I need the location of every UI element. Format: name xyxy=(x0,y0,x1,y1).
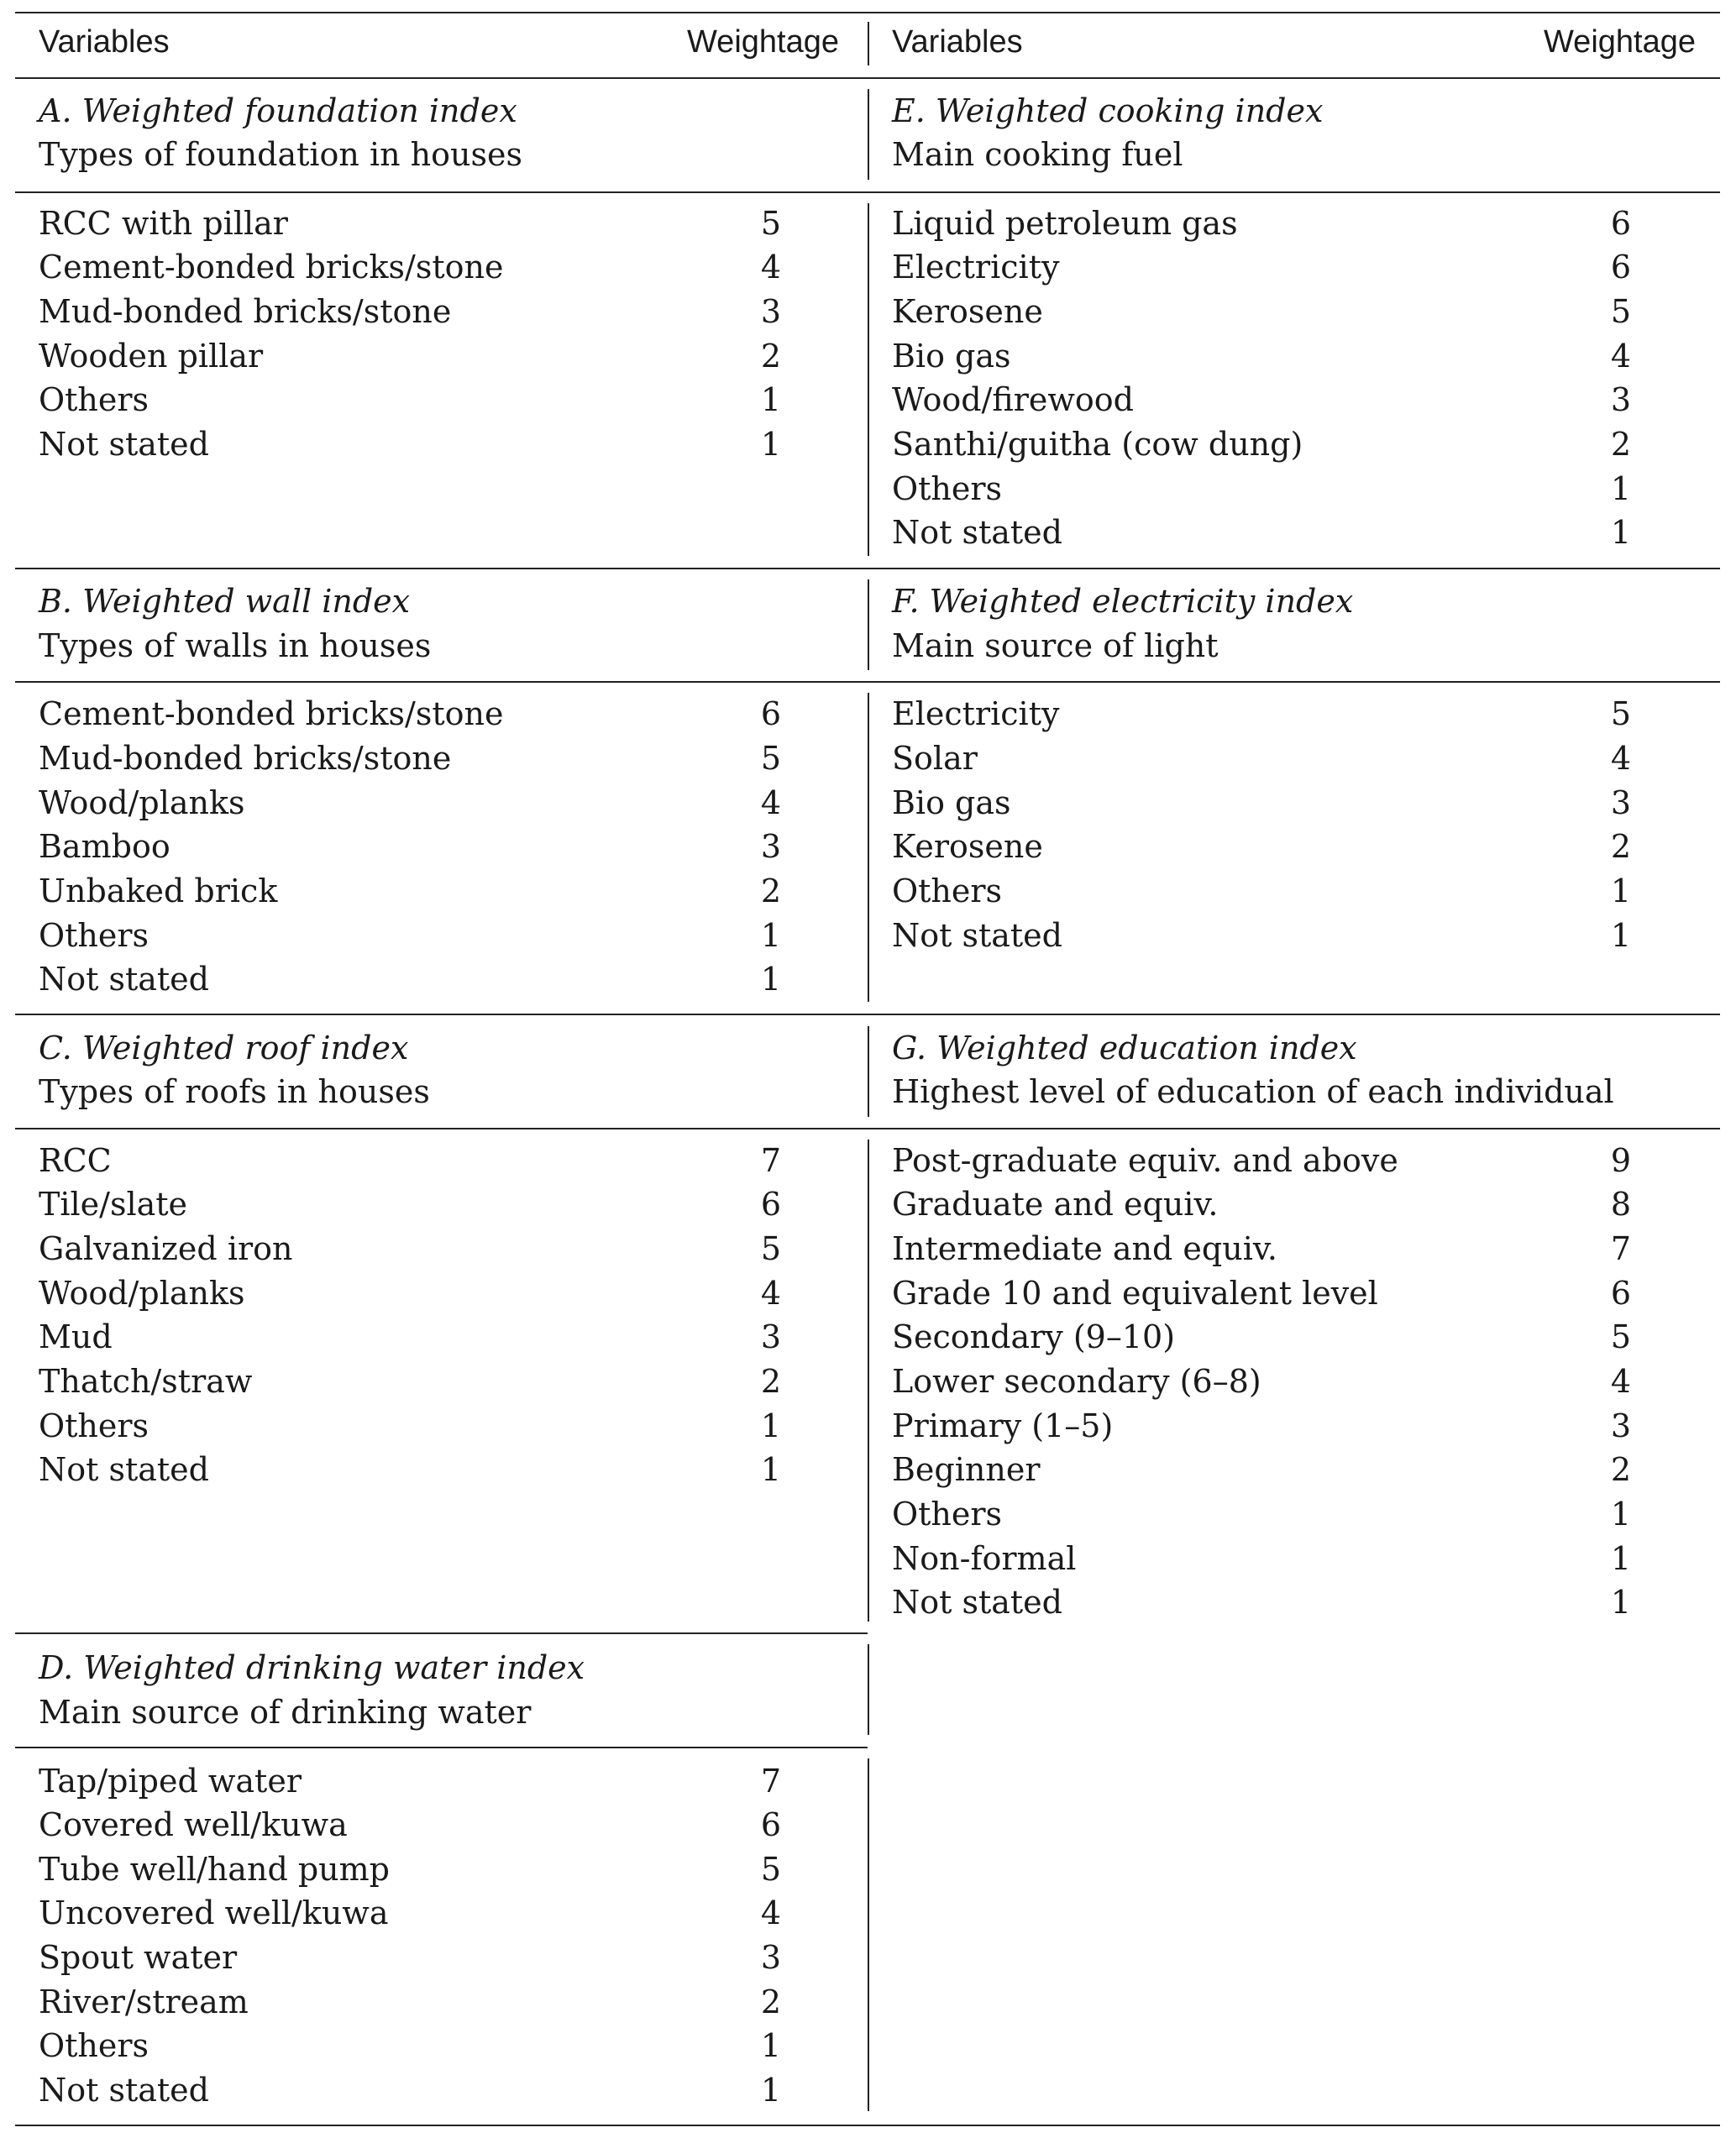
section-title: E. Weighted cooking index xyxy=(892,92,1324,129)
list-item-label: Not stated xyxy=(892,917,1062,954)
list-item-weight: 1 xyxy=(760,2027,781,2064)
list-item-label: Mud-bonded bricks/stone xyxy=(39,740,452,777)
list-item-weight: 4 xyxy=(760,784,781,821)
list-item-weight: 3 xyxy=(1610,784,1631,821)
list-item-label: Spout water xyxy=(39,1939,238,1976)
column-divider xyxy=(868,579,869,670)
list-item-weight: 1 xyxy=(1610,1584,1631,1621)
section-rule xyxy=(15,1128,1720,1129)
section-subtitle: Main source of light xyxy=(892,627,1219,664)
list-item-weight: 4 xyxy=(760,1275,781,1312)
list-item-weight: 6 xyxy=(1610,1275,1631,1312)
list-item-label: Others xyxy=(892,470,1003,507)
list-item-label: Not stated xyxy=(892,1584,1062,1621)
list-item-weight: 3 xyxy=(760,1939,781,1976)
list-item-label: Others xyxy=(39,381,149,418)
list-item-weight: 1 xyxy=(760,2072,781,2109)
list-item-label: Not stated xyxy=(39,1451,209,1488)
column-divider xyxy=(868,1026,869,1117)
list-item-weight: 8 xyxy=(1610,1186,1631,1223)
list-item-weight: 2 xyxy=(1610,426,1631,463)
list-item-weight: 5 xyxy=(760,1851,781,1888)
column-divider xyxy=(868,1758,869,2111)
list-item-weight: 3 xyxy=(760,1318,781,1355)
section-rule xyxy=(15,681,1720,683)
list-item-label: Not stated xyxy=(892,514,1062,551)
list-item-weight: 7 xyxy=(760,1763,781,1800)
list-item-weight: 1 xyxy=(1610,1496,1631,1533)
list-item-weight: 2 xyxy=(1610,828,1631,865)
list-item-label: Others xyxy=(39,1407,149,1444)
list-item-label: Electricity xyxy=(892,249,1060,286)
list-item-weight: 6 xyxy=(760,695,781,732)
top-rule xyxy=(15,12,1720,13)
list-item-label: Mud-bonded bricks/stone xyxy=(39,293,452,330)
list-item-label: Santhi/guitha (cow dung) xyxy=(892,426,1303,463)
list-item-weight: 5 xyxy=(1610,695,1631,732)
header-divider xyxy=(868,22,869,66)
header-weightage-left: Weightage xyxy=(687,24,839,60)
list-item-label: Secondary (9–10) xyxy=(892,1318,1176,1355)
list-item-weight: 3 xyxy=(760,293,781,330)
list-item-weight: 2 xyxy=(760,1363,781,1400)
list-item-weight: 1 xyxy=(760,917,781,954)
list-item-weight: 1 xyxy=(760,1407,781,1444)
list-item-label: Non-formal xyxy=(892,1540,1077,1577)
list-item-label: Tube well/hand pump xyxy=(39,1851,390,1888)
list-item-label: Post-graduate equiv. and above xyxy=(892,1142,1398,1179)
section-subtitle: Main cooking fuel xyxy=(892,136,1183,173)
list-item-weight: 1 xyxy=(1610,917,1631,954)
section-subtitle: Types of foundation in houses xyxy=(39,136,522,173)
list-item-label: Wooden pillar xyxy=(39,338,264,375)
list-item-weight: 5 xyxy=(760,205,781,242)
list-item-label: Mud xyxy=(39,1318,113,1355)
list-item-weight: 5 xyxy=(760,1230,781,1267)
list-item-label: Not stated xyxy=(39,961,209,998)
list-item-label: Tap/piped water xyxy=(39,1763,302,1800)
list-item-label: Not stated xyxy=(39,2072,209,2109)
list-item-weight: 1 xyxy=(1610,1540,1631,1577)
list-item-label: Kerosene xyxy=(892,293,1043,330)
list-item-label: Others xyxy=(892,1496,1003,1533)
section-subtitle: Types of walls in houses xyxy=(39,627,432,664)
section-subtitle: Types of roofs in houses xyxy=(39,1073,430,1110)
column-divider xyxy=(868,1140,869,1622)
list-item-weight: 5 xyxy=(760,740,781,777)
section-rule xyxy=(15,1014,1720,1015)
list-item-weight: 3 xyxy=(1610,1407,1631,1444)
list-item-weight: 9 xyxy=(1610,1142,1631,1179)
list-item-label: Wood/planks xyxy=(39,784,245,821)
list-item-weight: 6 xyxy=(760,1806,781,1843)
list-item-weight: 2 xyxy=(760,338,781,375)
list-item-label: Tile/slate xyxy=(39,1186,188,1223)
list-item-label: Primary (1–5) xyxy=(892,1407,1114,1444)
bottom-rule xyxy=(15,2125,1720,2126)
column-divider xyxy=(868,203,869,556)
list-item-label: Others xyxy=(39,2027,149,2064)
list-item-label: Wood/firewood xyxy=(892,381,1134,418)
list-item-label: Kerosene xyxy=(892,828,1043,865)
header-rule xyxy=(15,77,1720,79)
list-item-label: Cement-bonded bricks/stone xyxy=(39,695,504,732)
section-rule xyxy=(15,191,1720,193)
section-title: C. Weighted roof index xyxy=(39,1030,409,1066)
list-item-weight: 6 xyxy=(760,1186,781,1223)
section-rule xyxy=(15,1632,868,1634)
list-item-weight: 4 xyxy=(760,1894,781,1931)
column-divider xyxy=(868,1644,869,1735)
section-title: F. Weighted electricity index xyxy=(892,583,1354,620)
section-subtitle: Highest level of education of each individual xyxy=(892,1073,1614,1110)
list-item-weight: 1 xyxy=(760,961,781,998)
list-item-weight: 4 xyxy=(1610,740,1631,777)
header-variables-left: Variables xyxy=(39,24,170,60)
section-title: D. Weighted drinking water index xyxy=(39,1649,585,1686)
list-item-label: Others xyxy=(39,917,149,954)
list-item-label: RCC with pillar xyxy=(39,205,288,242)
list-item-weight: 1 xyxy=(760,1451,781,1488)
list-item-label: Liquid petroleum gas xyxy=(892,205,1238,242)
list-item-weight: 3 xyxy=(760,828,781,865)
list-item-label: Wood/planks xyxy=(39,1275,245,1312)
list-item-weight: 5 xyxy=(1610,1318,1631,1355)
section-subtitle: Main source of drinking water xyxy=(39,1694,532,1731)
list-item-weight: 2 xyxy=(760,1983,781,2020)
list-item-weight: 4 xyxy=(1610,1363,1631,1400)
list-item-weight: 1 xyxy=(760,381,781,418)
list-item-label: Bio gas xyxy=(892,338,1011,375)
header-variables-right: Variables xyxy=(892,24,1023,60)
list-item-weight: 6 xyxy=(1610,205,1631,242)
list-item-weight: 5 xyxy=(1610,293,1631,330)
list-item-weight: 7 xyxy=(1610,1230,1631,1267)
list-item-weight: 2 xyxy=(760,872,781,909)
list-item-label: Not stated xyxy=(39,426,209,463)
list-item-label: Electricity xyxy=(892,695,1060,732)
list-item-label: Uncovered well/kuwa xyxy=(39,1894,389,1931)
list-item-label: Bio gas xyxy=(892,784,1011,821)
list-item-label: Galvanized iron xyxy=(39,1230,293,1267)
list-item-weight: 4 xyxy=(1610,338,1631,375)
list-item-weight: 1 xyxy=(760,426,781,463)
list-item-label: Covered well/kuwa xyxy=(39,1806,348,1843)
column-divider xyxy=(868,693,869,1002)
list-item-label: Unbaked brick xyxy=(39,872,278,909)
list-item-label: Graduate and equiv. xyxy=(892,1186,1219,1223)
list-item-weight: 2 xyxy=(1610,1451,1631,1488)
section-rule xyxy=(15,568,1720,569)
list-item-label: Grade 10 and equivalent level xyxy=(892,1275,1378,1312)
list-item-label: Thatch/straw xyxy=(39,1363,253,1400)
list-item-weight: 1 xyxy=(1610,514,1631,551)
header-weightage-right: Weightage xyxy=(1544,24,1696,60)
list-item-label: Others xyxy=(892,872,1003,909)
list-item-label: Cement-bonded bricks/stone xyxy=(39,249,504,286)
section-title: G. Weighted education index xyxy=(892,1030,1357,1066)
section-title: B. Weighted wall index xyxy=(39,583,411,620)
list-item-label: Lower secondary (6–8) xyxy=(892,1363,1261,1400)
list-item-weight: 1 xyxy=(1610,470,1631,507)
list-item-label: River/stream xyxy=(39,1983,249,2020)
list-item-weight: 3 xyxy=(1610,381,1631,418)
list-item-label: Beginner xyxy=(892,1451,1041,1488)
section-title: A. Weighted foundation index xyxy=(39,92,517,129)
list-item-label: Solar xyxy=(892,740,978,777)
list-item-weight: 1 xyxy=(1610,872,1631,909)
column-divider xyxy=(868,89,869,180)
list-item-weight: 4 xyxy=(760,249,781,286)
list-item-label: Intermediate and equiv. xyxy=(892,1230,1277,1267)
list-item-weight: 6 xyxy=(1610,249,1631,286)
list-item-label: Bamboo xyxy=(39,828,170,865)
section-rule xyxy=(15,1747,868,1748)
list-item-weight: 7 xyxy=(760,1142,781,1179)
list-item-label: RCC xyxy=(39,1142,112,1179)
